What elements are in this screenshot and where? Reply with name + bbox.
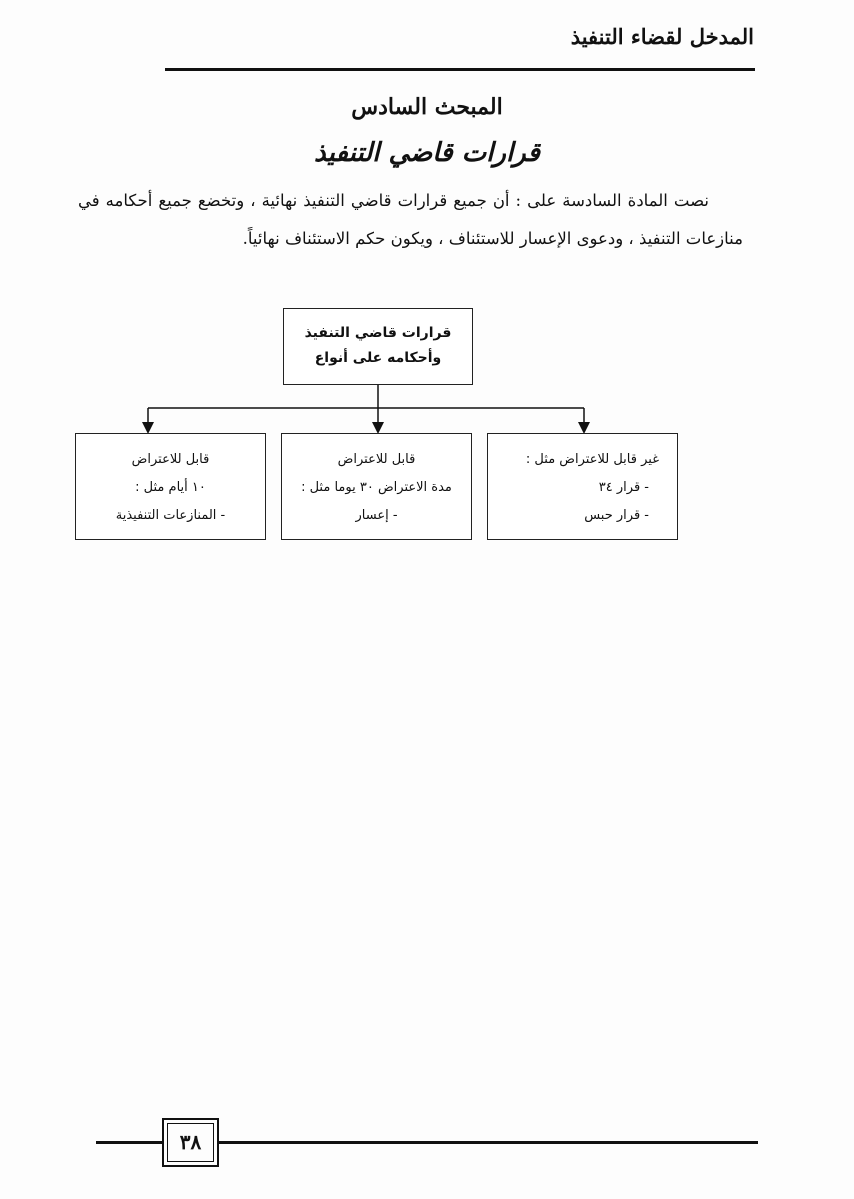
section-heading: المبحث السادس	[351, 94, 503, 120]
box-middle-line-1: قابل للاعتراض	[337, 452, 416, 467]
running-header-title: المدخل لقضاء التنفيذ	[570, 24, 754, 49]
body-paragraph: نصت المادة السادسة على : أن جميع قرارات قاضي التنفيذ نهائية ، وتخضع جميع أحكامه في منازعات التنفيذ ، ودعوى الإعسار للاستئناف ، ويكون حكم الاستئناف نهائياً.	[78, 191, 743, 248]
root-box-line-2: وأحكامه على أنواع	[314, 350, 442, 366]
diagram-box-objectionable-30-days	[281, 433, 472, 540]
diagram-box-not-objectionable	[487, 433, 678, 540]
box-middle-line-2: مدة الاعتراض ٣٠ يوما مثل :	[301, 480, 452, 495]
box-left-line-3: - المنازعات التنفيذية	[115, 508, 226, 523]
box-left-line-1: قابل للاعتراض	[131, 452, 210, 467]
diagram-box-objectionable-10-days	[75, 433, 266, 540]
page-number-frame	[162, 1118, 219, 1167]
box-middle-line-3: - إعسار	[355, 508, 398, 523]
root-box-line-1: قرارات قاضي التنفيذ	[304, 325, 452, 341]
box-right-line-2: - قرار ٣٤	[598, 480, 649, 495]
diagram-root-box	[283, 308, 473, 385]
box-right-line-3: - قرار حبس	[584, 508, 649, 523]
page-number: ٣٨	[167, 1123, 214, 1162]
footer-rule-left	[96, 1141, 163, 1144]
footer-rule-right	[218, 1141, 758, 1144]
box-left-line-2: ١٠ أيام مثل :	[135, 480, 206, 495]
box-right-line-1: غير قابل للاعتراض مثل :	[525, 452, 659, 467]
section-title: قرارات قاضي التنفيذ	[314, 138, 540, 168]
header-rule	[165, 68, 755, 71]
